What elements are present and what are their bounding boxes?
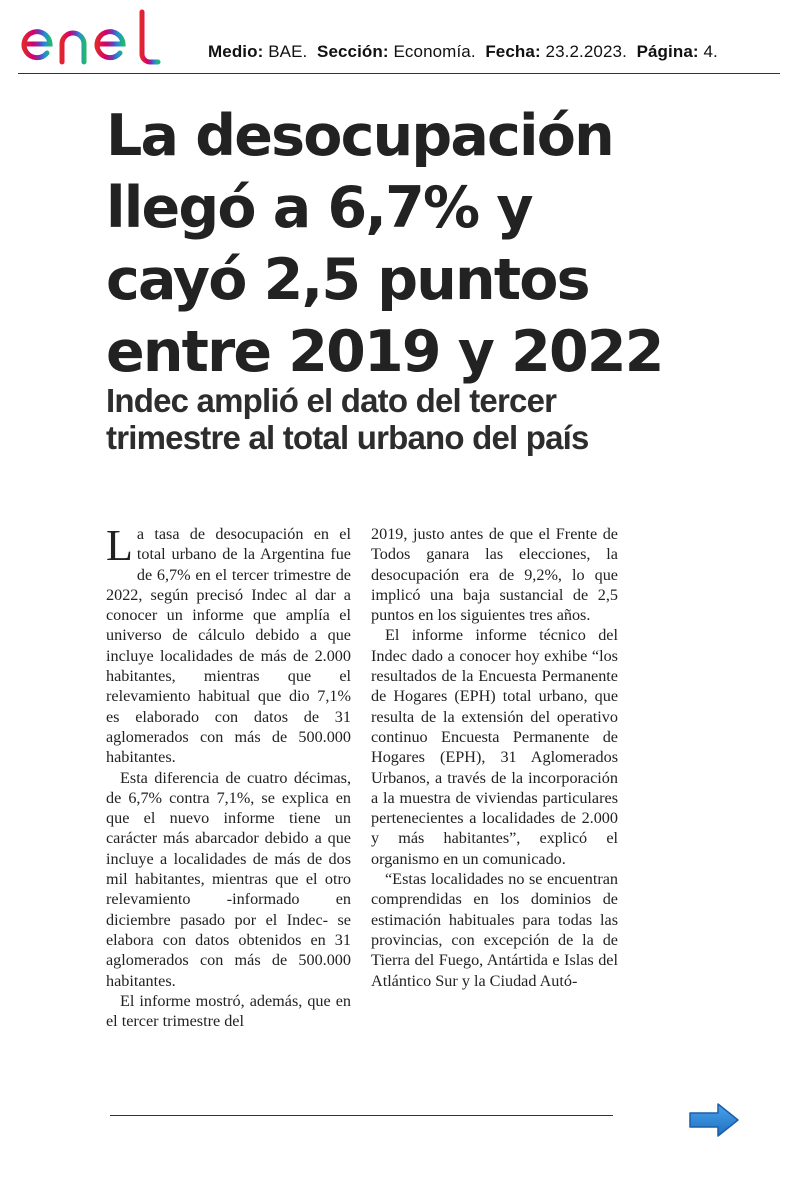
article-column-2 xyxy=(371,524,618,991)
medio-label: Medio: xyxy=(208,42,264,61)
article-paragraph: El informe informe técnico del Indec dado a conocer hoy exhibe “los resultados de la Encuesta Permanente de Hogares (EPH) total urbano, que resulta de la extensión del operativo continuo Encuesta Permanente de Hogares (EPH), 31 Aglomerados Urbanos, a través de la incorporación a la muestra de viviendas particulares pertenecientes a localidades de 2.000 y más habitantes”, explicó el organismo en un comunicado. xyxy=(371,626,618,868)
paragraph-text: a tasa de desocupación en el total urbano de la Argentina fue de 6,7% en el tercer trimestre de 2022, según precisó Indec al dar a conocer un informe que amplía el universo de cálculo debido a que incluye localidades de más de 2.000 habitantes, mientras que el relevamiento habitual que dio 7,1% es elaborado con datos de 31 aglomerados con más de 500.000 habitantes. xyxy=(106,525,351,767)
enel-logo xyxy=(18,6,180,68)
header-divider xyxy=(18,73,780,74)
pagina-value: 4. xyxy=(703,42,718,61)
article-column-1 xyxy=(106,521,351,1031)
drop-cap: L xyxy=(106,521,133,570)
article-paragraph xyxy=(106,521,351,768)
footer-divider xyxy=(110,1115,613,1116)
seccion-label: Sección: xyxy=(317,42,389,61)
article-paragraph: 2019, justo antes de que el Frente de Todos ganara las elecciones, la desocupación era de 9,2%, lo que implicó una baja sustancial de 2,5 puntos en los siguientes tres años. xyxy=(371,525,618,625)
pagina-label: Página: xyxy=(636,42,699,61)
seccion-value: Economía. xyxy=(393,42,476,61)
article-paragraph: Esta diferencia de cuatro décimas, de 6,7% contra 7,1%, se explica en que el nuevo informe tiene un carácter más abarcador debido a que incluye a localidades de más de dos mil habitantes, mientras que el otro relevamiento -informado en diciembre pasado por el Indec- se elabora con datos obtenidos en 31 aglomerados con más de 500.000 habitantes. xyxy=(106,768,351,990)
medio-value: BAE. xyxy=(268,42,308,61)
enel-logo-icon xyxy=(18,6,180,68)
article-paragraph: “Estas localidades no se encuentran comprendidas en los dominios de estimación habituales para todas las provincias, con excepción de la de Tierra del Fuego, Antártida e Islas del Atlántico Sur y la Ciudad Autó- xyxy=(371,870,618,990)
publication-meta xyxy=(208,42,718,62)
next-page-button[interactable] xyxy=(688,1102,740,1138)
article-headline: La desocupación llegó a 6,7% y cayó 2,5 puntos entre 2019 y 2022 xyxy=(106,103,663,385)
article-subhead: Indec amplió el dato del tercer trimestre al total urbano del país xyxy=(106,382,589,456)
article-paragraph: El informe mostró, además, que en el tercer trimestre del xyxy=(106,991,351,1031)
fecha-value: 23.2.2023. xyxy=(545,42,627,61)
arrow-right-icon xyxy=(688,1102,740,1138)
fecha-label: Fecha: xyxy=(485,42,541,61)
